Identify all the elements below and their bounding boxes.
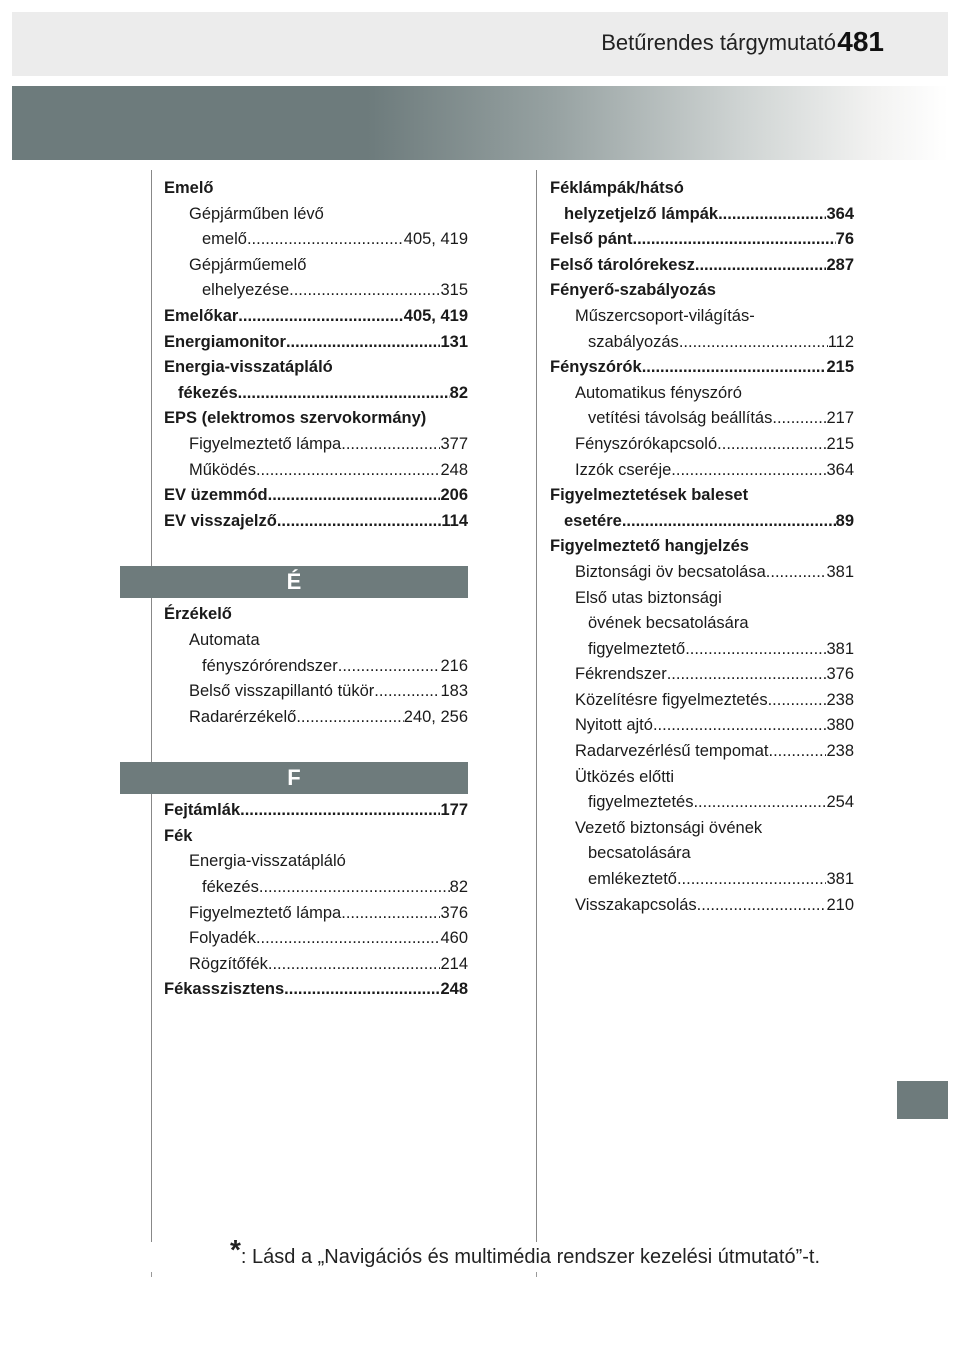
index-entry — [164, 654, 468, 680]
index-entry — [164, 705, 468, 731]
page-reference[interactable]: 183 — [440, 682, 468, 701]
index-column-right — [550, 176, 854, 918]
index-term: Közelítésre figyelmeztetés — [575, 690, 768, 709]
index-entry — [550, 330, 854, 356]
index-term: Rögzítőfék — [189, 954, 268, 973]
index-term: figyelmeztető — [588, 639, 686, 658]
dot-leader — [679, 330, 828, 356]
index-entry — [164, 901, 468, 927]
dot-leader — [341, 432, 440, 458]
index-term: Fék — [164, 826, 193, 845]
page-reference[interactable]: 215 — [826, 434, 854, 453]
header-banner — [12, 86, 948, 160]
dot-leader — [717, 432, 826, 458]
page-reference[interactable]: 76 — [835, 230, 854, 249]
index-term: Energia-visszatápláló — [164, 358, 333, 377]
index-term: figyelmeztetés — [588, 793, 694, 812]
index-term: Működés — [189, 460, 256, 479]
page-reference[interactable]: 381 — [826, 562, 854, 581]
crop-mark — [151, 1272, 152, 1277]
index-entry — [164, 926, 468, 952]
index-entry — [550, 432, 854, 458]
index-entry — [550, 790, 854, 816]
index-term: emlékeztető — [588, 870, 677, 889]
dot-leader — [697, 893, 827, 919]
dot-leader — [633, 227, 836, 253]
index-entry — [164, 432, 468, 458]
footnote — [230, 1234, 821, 1270]
index-entry — [550, 534, 854, 560]
dot-leader — [769, 739, 827, 765]
page-number: 481 — [837, 26, 884, 57]
index-entry — [164, 406, 468, 432]
index-entry — [164, 330, 468, 356]
index-group-f-continued — [550, 176, 854, 918]
index-term: Fékasszisztens — [164, 980, 285, 999]
page-reference[interactable]: 238 — [826, 690, 854, 709]
crop-mark — [536, 1272, 537, 1277]
index-term: Radarérzékelő — [189, 707, 297, 726]
index-term: becsatolására — [588, 844, 691, 863]
page-reference[interactable]: 364 — [826, 204, 854, 223]
index-term: övének becsatolására — [588, 614, 749, 633]
index-term: Fényszórókapcsoló — [575, 434, 718, 453]
index-entry — [164, 483, 468, 509]
index-term: Fényszórók — [550, 358, 642, 377]
column-divider-right — [536, 170, 537, 1242]
dot-leader — [667, 662, 827, 688]
dot-leader — [277, 509, 442, 535]
page-reference[interactable]: 254 — [826, 793, 854, 812]
index-entry — [550, 278, 854, 304]
page-reference[interactable]: 248 — [440, 460, 468, 479]
index-entry — [164, 798, 468, 824]
chapter-tab — [897, 1081, 948, 1119]
index-entry — [164, 849, 468, 875]
page-reference[interactable]: 377 — [440, 434, 468, 453]
page-reference[interactable]: 177 — [440, 801, 468, 820]
dot-leader — [718, 202, 826, 228]
index-entry — [164, 227, 468, 253]
index-entry — [164, 458, 468, 484]
dot-leader — [374, 679, 440, 705]
dot-leader — [240, 798, 440, 824]
page-reference[interactable]: 217 — [826, 409, 854, 428]
page-reference[interactable]: 112 — [827, 332, 854, 351]
dot-leader — [677, 867, 827, 893]
page-reference[interactable]: 131 — [440, 332, 468, 351]
index-entry — [164, 202, 468, 228]
page-header — [12, 12, 948, 76]
index-term: helyzetjelző lámpák — [564, 204, 719, 223]
page-reference[interactable]: 405, 419 — [403, 230, 468, 249]
index-entry — [550, 841, 854, 867]
index-term: Izzók cseréje — [575, 460, 672, 479]
page-reference[interactable]: 460 — [440, 929, 468, 948]
dot-leader — [695, 253, 827, 279]
index-term: Vezető biztonsági övének — [575, 818, 763, 837]
page-reference[interactable]: 380 — [826, 716, 854, 735]
page-reference[interactable]: 364 — [826, 460, 854, 479]
index-entry — [550, 381, 854, 407]
index-entry — [550, 355, 854, 381]
dot-leader — [768, 688, 827, 714]
index-entry — [164, 381, 468, 407]
dot-leader — [296, 705, 403, 731]
page-reference[interactable]: 214 — [440, 954, 468, 973]
index-entry — [164, 304, 468, 330]
index-entry — [550, 611, 854, 637]
page-reference[interactable]: 238 — [826, 742, 854, 761]
index-term: Belső visszapillantó tükör — [189, 682, 375, 701]
dot-leader — [642, 355, 827, 381]
dot-leader — [772, 406, 826, 432]
page-reference[interactable]: 405, 419 — [403, 306, 468, 325]
index-entry — [164, 602, 468, 628]
page-reference[interactable]: 381 — [826, 639, 854, 658]
index-entry — [550, 202, 854, 228]
page-reference[interactable]: 82 — [449, 878, 468, 897]
index-term: Energia-visszatápláló — [189, 852, 346, 871]
index-entry — [550, 509, 854, 535]
page-reference[interactable]: 381 — [826, 870, 854, 889]
index-term: Figyelmeztető lámpa — [189, 903, 342, 922]
page-reference[interactable]: 89 — [835, 511, 854, 530]
index-term: Emelő — [164, 179, 214, 197]
index-entry — [164, 278, 468, 304]
index-term: vetítési távolság beállítás — [588, 409, 773, 428]
page-reference[interactable]: 287 — [826, 255, 854, 274]
index-entry — [164, 176, 468, 202]
index-column-left — [164, 176, 468, 1003]
index-entry — [164, 253, 468, 279]
page-reference[interactable]: 315 — [440, 281, 468, 300]
index-term: fékezés — [178, 383, 238, 402]
index-entry — [550, 662, 854, 688]
index-term: EV visszajelző — [164, 511, 277, 530]
index-entry — [550, 816, 854, 842]
index-entry — [550, 688, 854, 714]
dot-leader — [284, 977, 440, 1003]
dot-leader — [238, 304, 403, 330]
index-entry — [550, 739, 854, 765]
index-entry — [550, 586, 854, 612]
section-header-f: F — [120, 762, 468, 794]
index-term: Első utas biztonsági — [575, 588, 722, 607]
page-header-title: Betűrendes tárgymutató — [601, 30, 836, 55]
dot-leader — [622, 509, 836, 535]
index-entry — [550, 867, 854, 893]
index-group-f — [164, 798, 468, 1003]
dot-leader — [268, 483, 441, 509]
page-reference[interactable]: 82 — [449, 383, 468, 402]
index-term: EPS (elektromos szervokormány) — [164, 409, 427, 428]
index-entry — [164, 628, 468, 654]
page-reference[interactable]: 248 — [440, 980, 468, 999]
index-term: Gépjárműemelő — [189, 255, 307, 274]
index-entry — [550, 893, 854, 919]
index-group-e-accent — [164, 602, 468, 730]
index-term: Érzékelő — [164, 605, 232, 624]
index-entry — [164, 952, 468, 978]
index-term: Figyelmeztetések baleset — [550, 486, 749, 505]
index-term: szabályozás — [588, 332, 679, 351]
index-term: Figyelmeztető lámpa — [189, 434, 342, 453]
index-entry — [550, 637, 854, 663]
index-term: Fejtámlák — [164, 801, 241, 820]
index-term: Energiamonitor — [164, 332, 286, 351]
index-group-e — [164, 176, 468, 534]
dot-leader — [671, 458, 826, 484]
index-term: Radarvezérlésű tempomat — [575, 742, 769, 761]
dot-leader — [247, 227, 404, 253]
dot-leader — [766, 560, 827, 586]
page-reference[interactable]: 215 — [826, 358, 854, 377]
index-term: emelő — [202, 230, 247, 249]
index-entry — [164, 509, 468, 535]
index-term: Féklámpák/hátsó — [550, 179, 684, 197]
index-entry — [164, 875, 468, 901]
index-term: Nyitott ajtó — [575, 716, 653, 735]
dot-leader — [286, 330, 441, 356]
index-entry — [550, 176, 854, 202]
index-term: Automata — [189, 630, 260, 649]
index-term: Figyelmeztető hangjelzés — [550, 537, 749, 556]
dot-leader — [685, 637, 826, 663]
dot-leader — [256, 926, 441, 952]
index-entry — [550, 253, 854, 279]
index-entry — [550, 458, 854, 484]
index-entry — [550, 406, 854, 432]
page-reference[interactable]: 114 — [441, 511, 468, 530]
index-term: Automatikus fényszóró — [575, 383, 742, 402]
index-entry — [164, 679, 468, 705]
index-entry — [550, 560, 854, 586]
index-term: Visszakapcsolás — [575, 895, 697, 914]
dot-leader — [693, 790, 826, 816]
dot-leader — [338, 654, 441, 680]
dot-leader — [238, 381, 450, 407]
index-term: Biztonsági öv becsatolása — [575, 562, 766, 581]
index-term: Emelőkar — [164, 306, 239, 325]
index-entry — [550, 304, 854, 330]
index-term: Folyadék — [189, 929, 256, 948]
index-term: Ütközés előtti — [575, 767, 675, 786]
index-entry — [164, 824, 468, 850]
index-term: Felső pánt — [550, 230, 633, 249]
index-entry — [550, 765, 854, 791]
page-reference[interactable]: 216 — [440, 656, 468, 675]
page-reference[interactable]: 210 — [826, 895, 854, 914]
index-entry — [550, 713, 854, 739]
column-divider-left — [151, 170, 152, 1242]
index-term: Felső tárolórekesz — [550, 255, 695, 274]
footnote-text: : Lásd a „Navigációs és multimédia rendszer kezelési útmutató”-t. — [240, 1246, 821, 1268]
dot-leader — [256, 458, 441, 484]
index-term: fékezés — [202, 878, 259, 897]
index-term: elhelyezése — [202, 281, 290, 300]
index-entry — [550, 227, 854, 253]
index-term: EV üzemmód — [164, 486, 268, 505]
dot-leader — [341, 901, 440, 927]
dot-leader — [268, 952, 441, 978]
index-term: fényszórórendszer — [202, 656, 338, 675]
index-entry — [164, 355, 468, 381]
page-reference[interactable]: 376 — [440, 903, 468, 922]
index-term: Műszercsoport-világítás- — [575, 306, 755, 325]
dot-leader — [653, 713, 827, 739]
section-header-e-accent: É — [120, 566, 468, 598]
page-reference[interactable]: 206 — [440, 486, 468, 505]
index-entry — [550, 483, 854, 509]
dot-leader — [259, 875, 450, 901]
index-term: Gépjárműben lévő — [189, 204, 324, 223]
page-reference[interactable]: 376 — [826, 665, 854, 684]
index-term: Fényerő-szabályozás — [550, 281, 716, 300]
index-entry — [164, 977, 468, 1003]
footnote-marker: * — [230, 1234, 241, 1265]
page-reference[interactable]: 240, 256 — [403, 707, 468, 726]
index-term: esetére — [564, 511, 622, 530]
index-term: Fékrendszer — [575, 665, 667, 684]
dot-leader — [289, 278, 440, 304]
